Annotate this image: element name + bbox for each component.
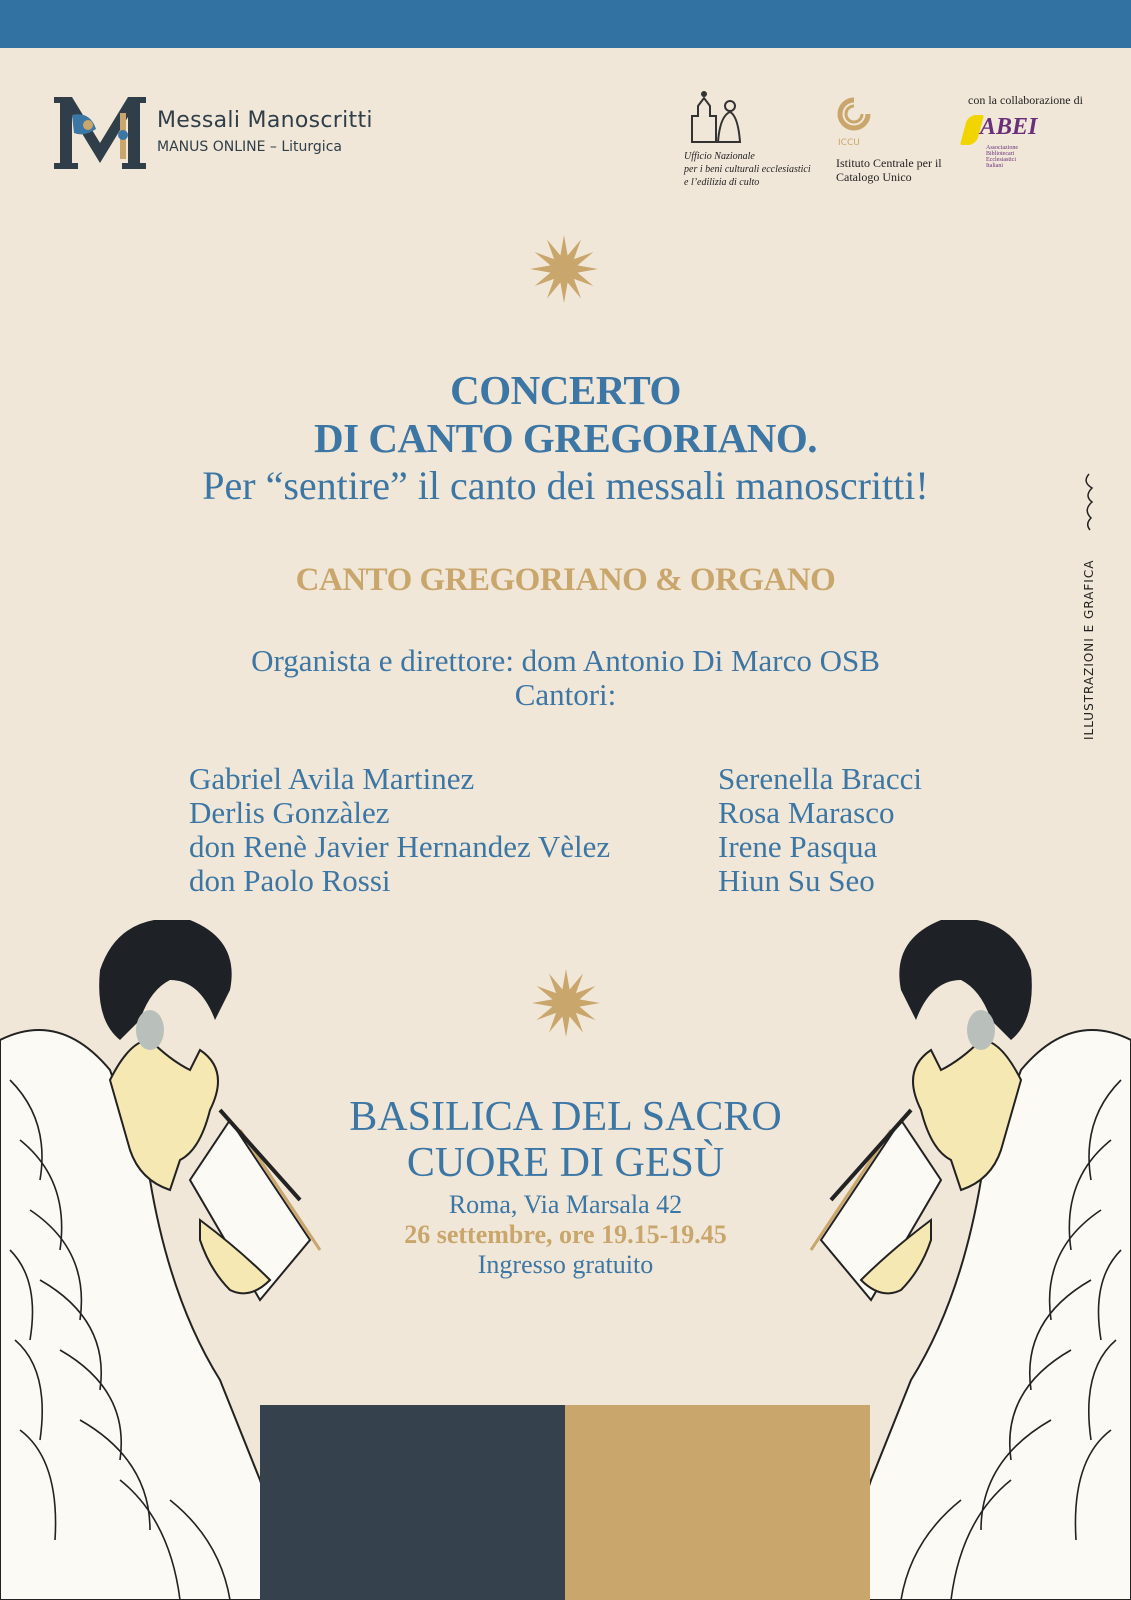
singer-name: Hiun Su Seo [718,863,875,898]
singer-name: don Paolo Rossi [189,863,391,898]
event-datetime: 26 settembre, ore 19.15-19.45 [404,1220,727,1249]
collaboration-label: con la collaborazione di [968,93,1083,107]
singers-right-column [718,762,922,898]
singer-name: Derlis Gonzàlez [189,795,390,830]
subtitle: CANTO GREGORIANO & ORGANO [295,562,836,598]
ufficio-nazionale-caption: Ufficio Nazionale per i beni culturali ecclesiastici e l’edilizia di culto [684,151,811,188]
singers-left-column [189,762,610,898]
illustration-credit: ILLUSTRAZIONI E GRAFICA [1082,559,1096,740]
star-icon-top [529,234,599,304]
signature-icon [1080,472,1098,532]
singer-name: Serenella Bracci [718,761,922,796]
star-icon-middle [531,968,601,1038]
bottom-dark-block [260,1405,565,1600]
venue-line-2: CUORE DI GESÙ [406,1140,725,1186]
brand-subtitle: MANUS ONLINE – Liturgica [157,139,342,155]
singer-name: don Renè Javier Hernandez Vèlez [189,829,611,864]
venue-address: Roma, Via Marsala 42 [448,1190,683,1219]
top-color-bar [0,0,1131,48]
bottom-gold-block [565,1405,870,1600]
messali-m-logo [50,93,150,173]
iccu-logo [836,96,872,136]
title-line-3: Per “sentire” il canto dei messali manoscritti! [202,463,929,508]
iccu-abbr: ICCU [838,138,860,148]
admission-info: Ingresso gratuito [477,1250,654,1279]
brand-title: Messali Manoscritti [157,108,373,133]
singer-name: Irene Pasqua [718,829,878,864]
ufficio-nazionale-logo [684,86,744,146]
abei-logo-text: ABEI [980,114,1038,140]
singers-label: Cantori: [514,677,617,712]
title-line-2: DI CANTO GREGORIANO. [314,415,817,461]
abei-caption: Associazione Bibliotecari Ecclesiastici Italiani [986,145,1018,169]
iccu-caption: Istituto Centrale per il Catalogo Unico [836,156,942,184]
director-line: Organista e direttore: dom Antonio Di Marco OSB [251,643,880,678]
title-line-1: CONCERTO [450,367,681,413]
singer-name: Gabriel Avila Martinez [189,761,475,796]
venue-line-1: BASILICA DEL SACRO [349,1094,782,1140]
singer-name: Rosa Marasco [718,795,895,830]
